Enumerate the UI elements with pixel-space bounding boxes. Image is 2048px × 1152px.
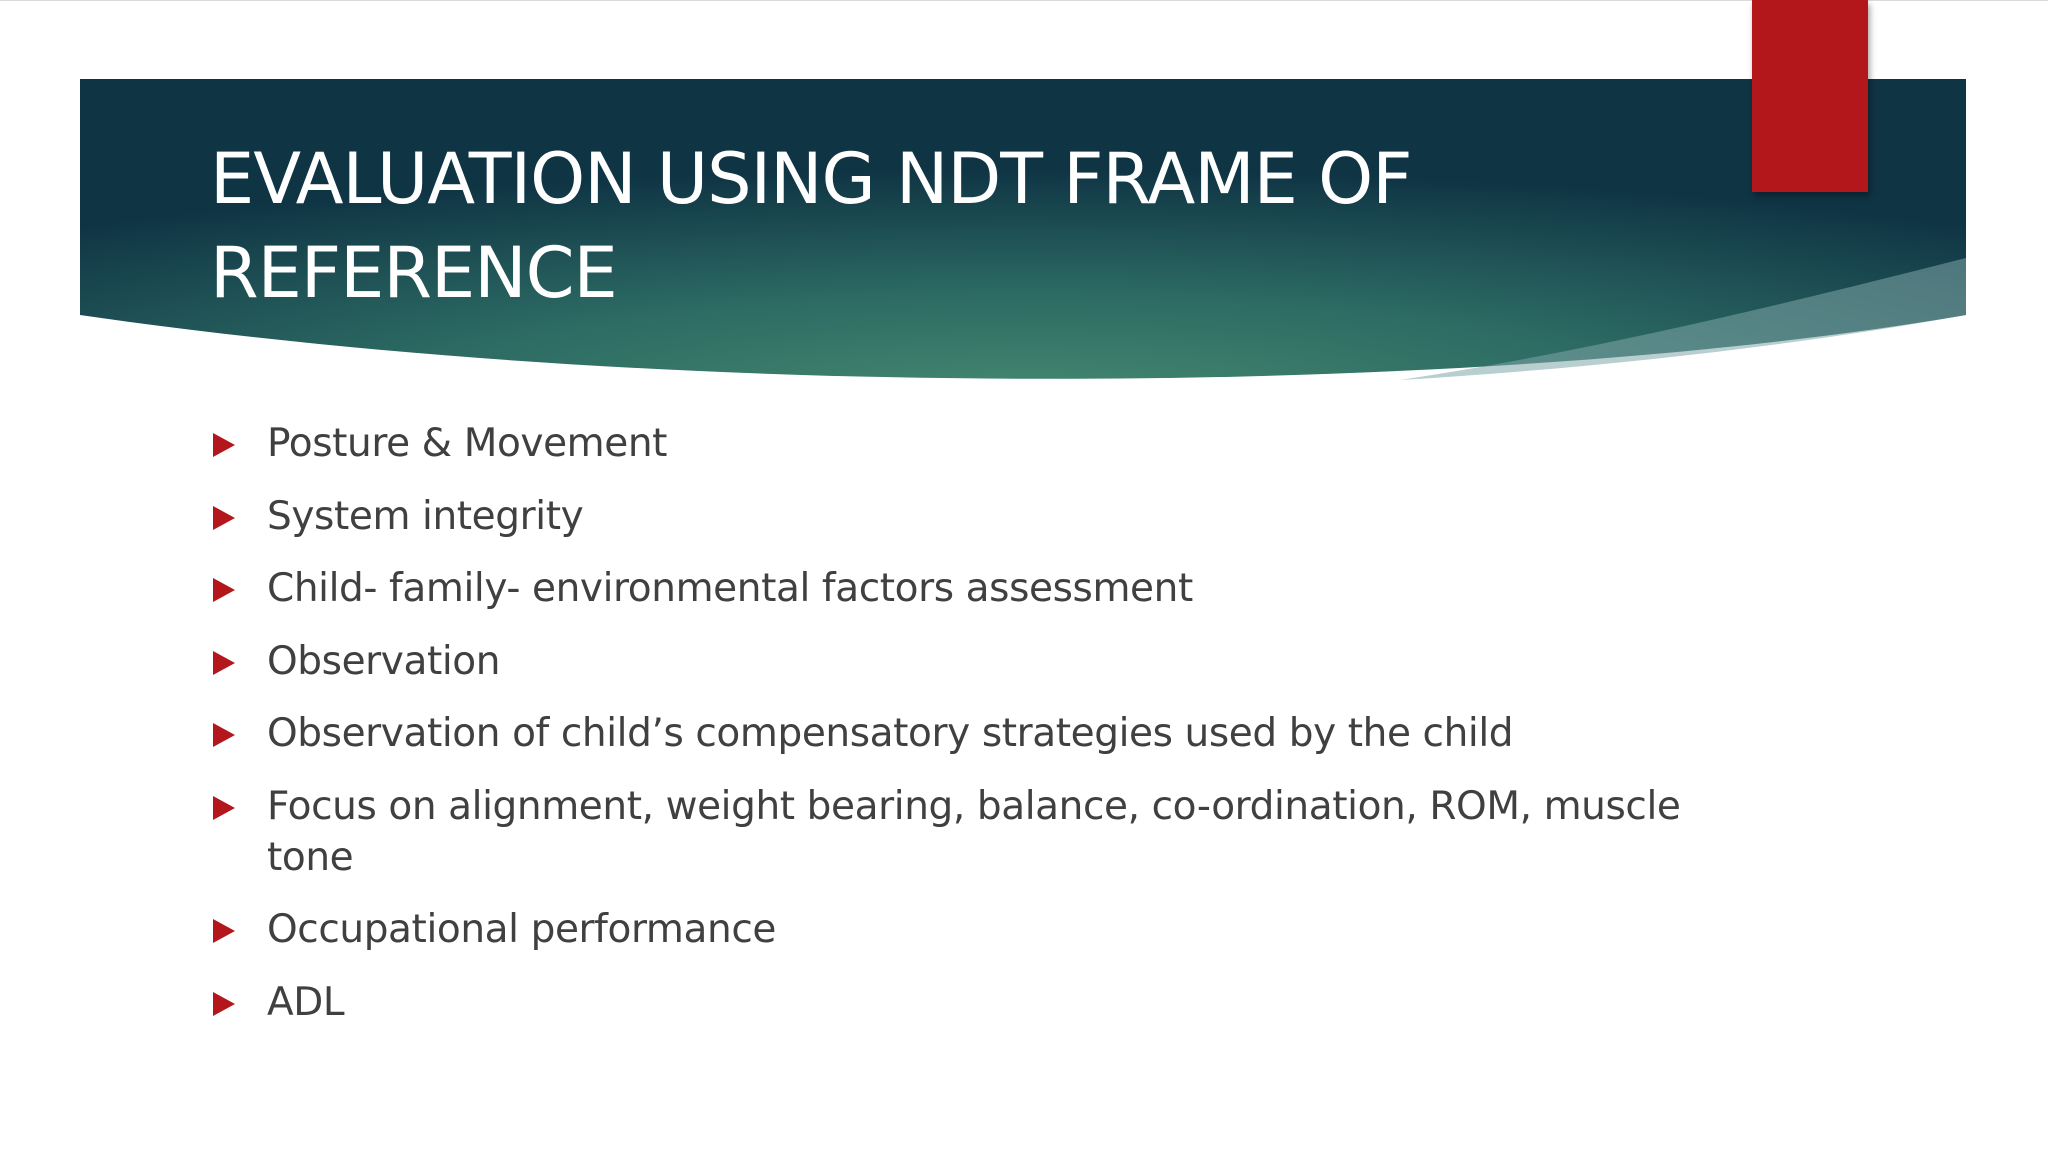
- bullet-text: Child- family- environmental factors assessment: [267, 566, 1193, 611]
- slide-title: EVALUATION USING NDT FRAME OF REFERENCE: [210, 138, 1412, 314]
- red-triangle-bullet-icon: [213, 919, 235, 943]
- red-triangle-bullet-icon: [213, 796, 235, 820]
- bullet-text: Observation of child’s compensatory strategies used by the child: [267, 711, 1514, 756]
- bullet-item: [210, 491, 1710, 542]
- red-triangle-bullet-icon: [213, 651, 235, 675]
- red-triangle-bullet-icon: [213, 578, 235, 602]
- bullet-text: ADL: [267, 979, 345, 1025]
- bullet-list: [210, 418, 1710, 1049]
- red-triangle-bullet-icon: [213, 433, 235, 457]
- bookmark-ribbon: [1752, 0, 1868, 192]
- bullet-item: [210, 563, 1710, 614]
- bullet-text: Observation: [267, 638, 501, 684]
- bullet-text: Focus on alignment, weight bearing, balance, co-ordination, ROM, muscle tone: [267, 783, 1681, 880]
- bullet-item: [210, 636, 1710, 687]
- bullet-text: Occupational performance: [267, 907, 776, 952]
- bullet-item: [210, 904, 1710, 955]
- red-triangle-bullet-icon: [213, 506, 235, 530]
- bullet-item: [210, 708, 1710, 759]
- red-triangle-bullet-icon: [213, 992, 235, 1016]
- bullet-item: [210, 418, 1710, 469]
- bullet-text: System integrity: [267, 493, 584, 539]
- red-triangle-bullet-icon: [213, 723, 235, 747]
- bullet-item: [210, 781, 1710, 883]
- bullet-text: Posture & Movement: [267, 421, 668, 466]
- bullet-item: [210, 977, 1710, 1028]
